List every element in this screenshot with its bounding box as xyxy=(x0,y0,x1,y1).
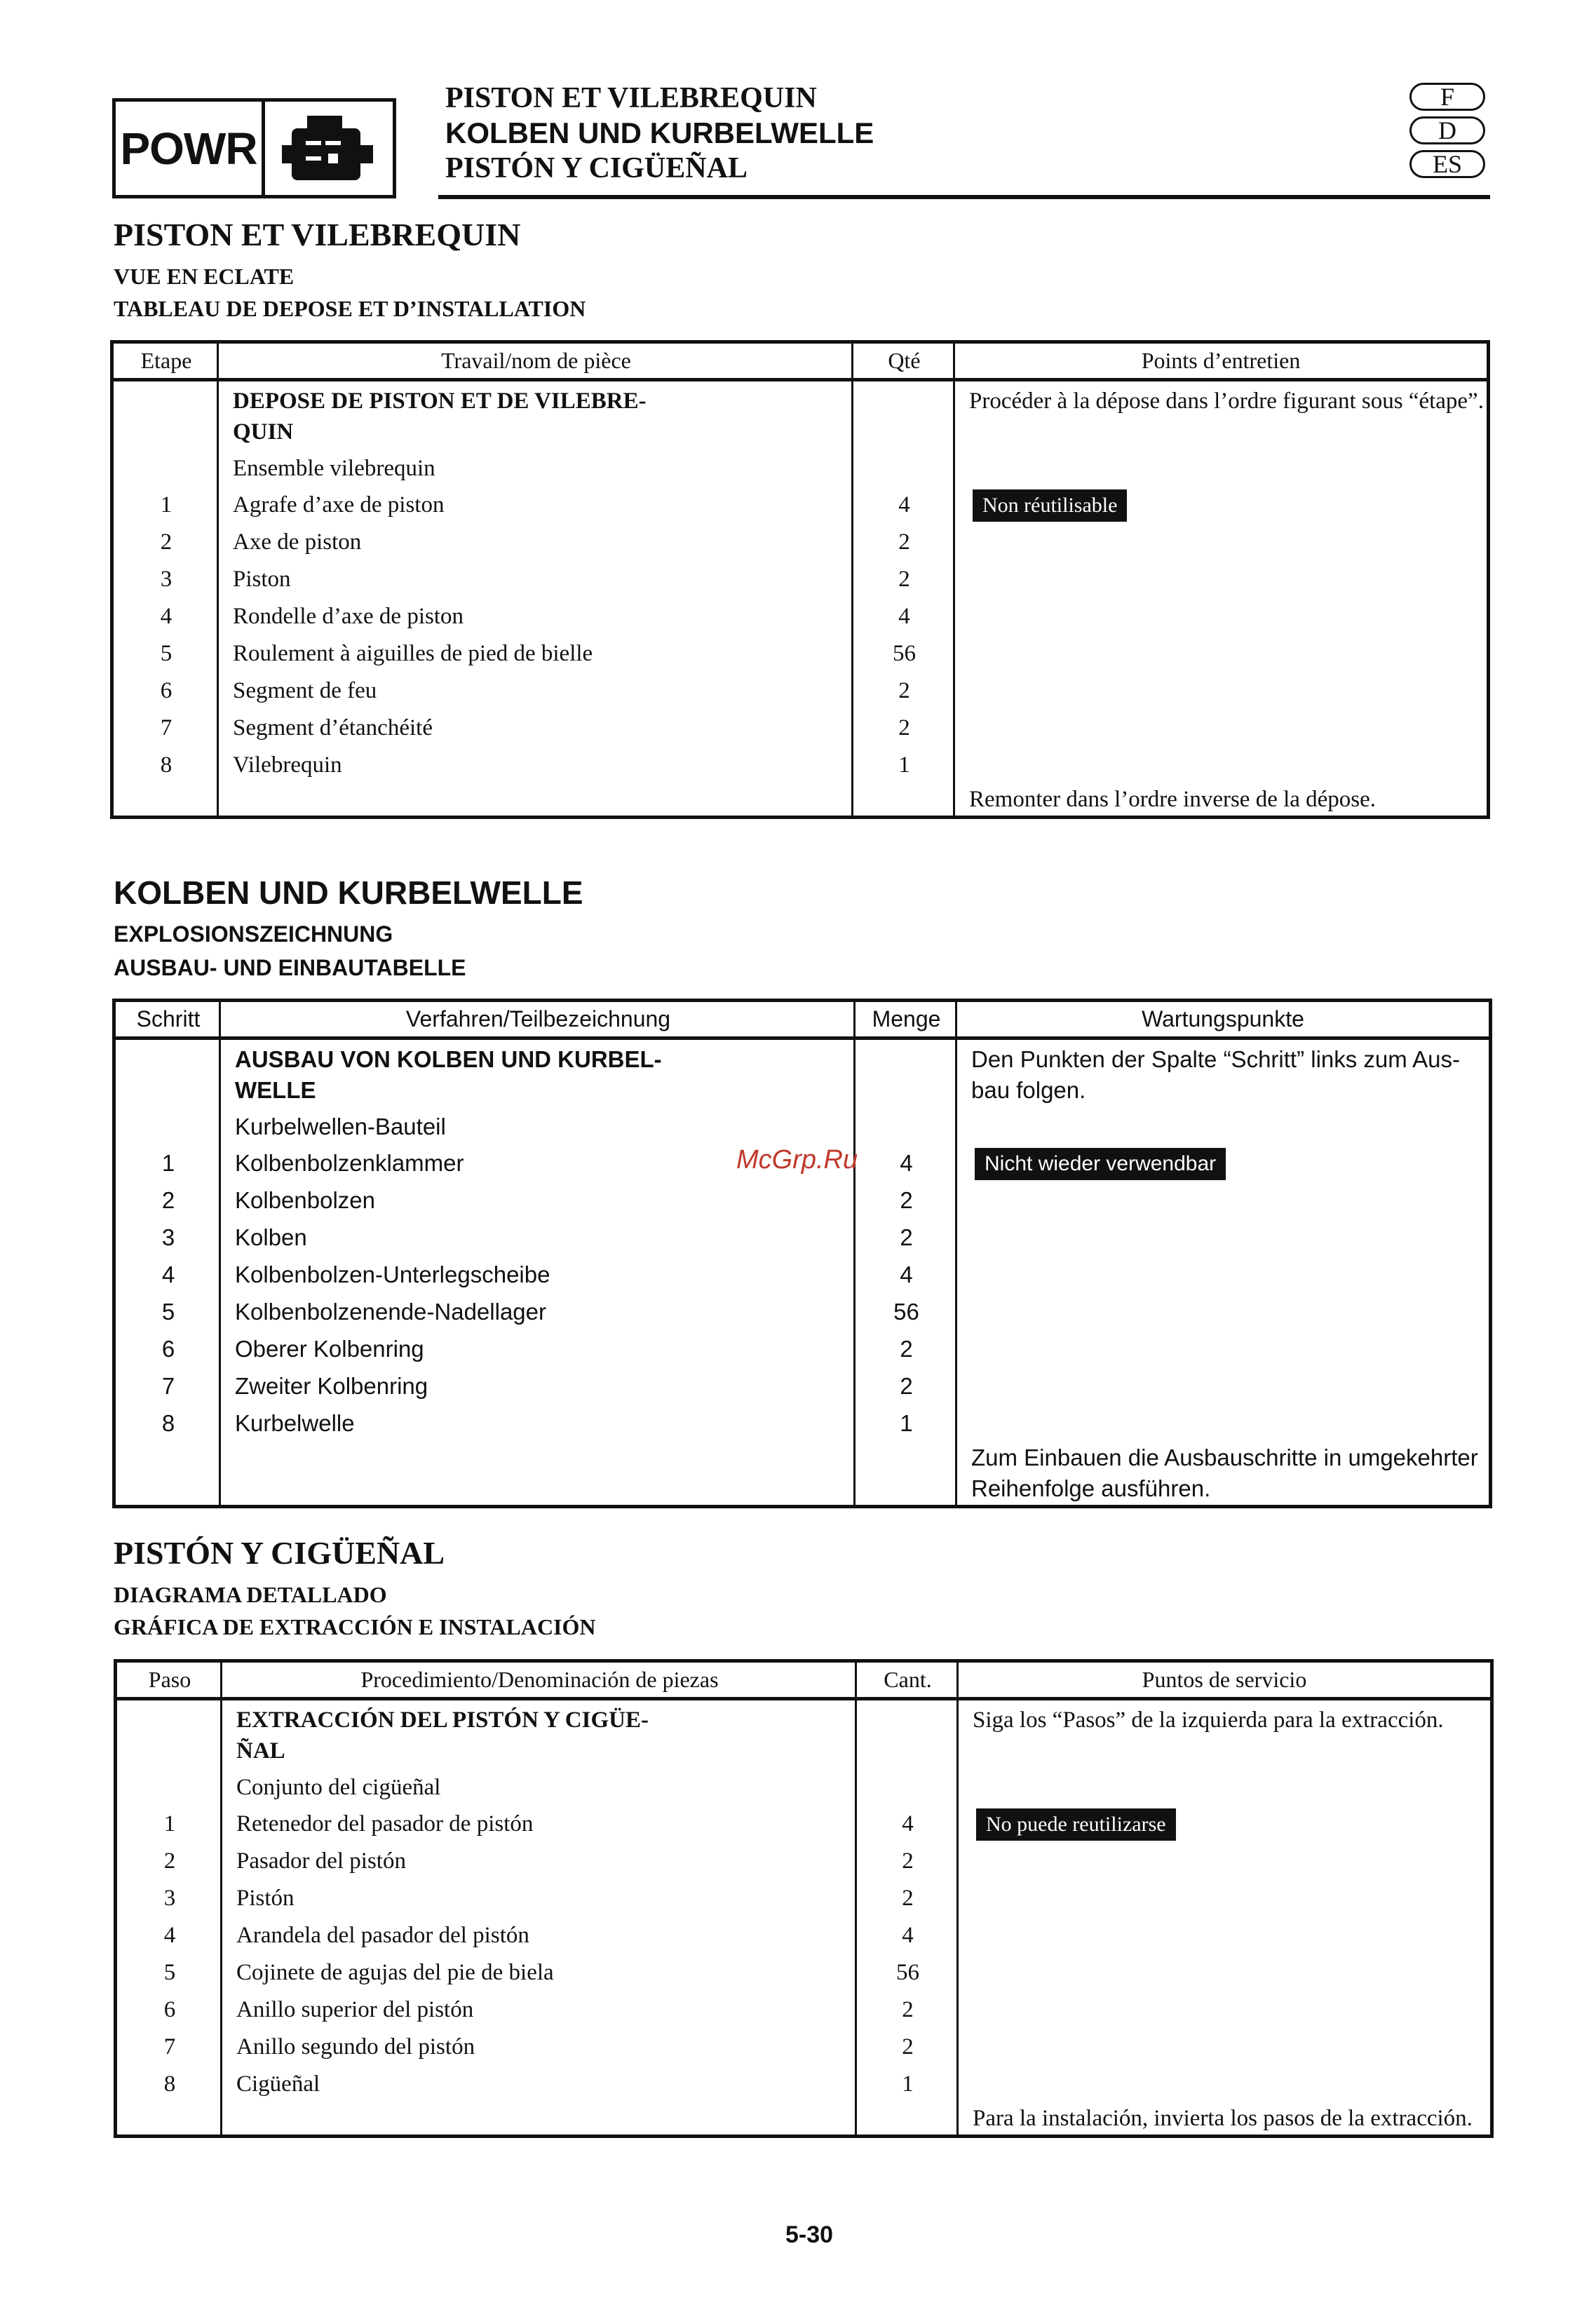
header-title-fr: PISTON ET VILEBREQUIN xyxy=(445,82,817,114)
intro-note: bau folgen. xyxy=(971,1077,1086,1103)
section-subtitle-de-1: EXPLOSIONSZEICHNUNG xyxy=(114,921,393,947)
col-header-part: Procedimiento/Denominación de piezas xyxy=(222,1663,857,1700)
step-number: 6 xyxy=(160,678,173,703)
assembly-name: Conjunto del cigüeñal xyxy=(236,1775,441,1800)
part-name: Kurbelwelle xyxy=(235,1410,355,1436)
section-subtitle-es-2: GRÁFICA DE EXTRACCIÓN E INSTALACIÓN xyxy=(114,1614,596,1639)
col-header-step: Paso xyxy=(117,1663,222,1700)
section-subtitle-es-1: DIAGRAMA DETALLADO xyxy=(114,1582,387,1607)
step-number: 2 xyxy=(160,529,173,555)
section-title-fr: PISTON ET VILEBREQUIN xyxy=(114,217,521,252)
page-number: 5-30 xyxy=(785,2221,834,2248)
footer-note: Zum Einbauen die Ausbauschritte in umgekehrter xyxy=(971,1445,1478,1470)
col-header-qty: Qté xyxy=(853,344,955,381)
step-number: 3 xyxy=(160,567,173,592)
part-qty: 4 xyxy=(900,1150,913,1176)
section-logo xyxy=(112,98,396,198)
part-name: Oberer Kolbenring xyxy=(235,1336,424,1362)
col-header-part: Verfahren/Teilbezeichnung xyxy=(221,1002,856,1040)
procedure-table-fr xyxy=(110,340,1490,819)
section-subtitle-de-2: AUSBAU- UND EINBAUTABELLE xyxy=(114,955,466,980)
assembly-name: Kurbelwellen-Bauteil xyxy=(235,1114,446,1139)
part-name: Cojinete de agujas del pie de biela xyxy=(236,1960,554,1985)
procedure-heading: EXTRACCIÓN DEL PISTÓN Y CIGÜE- xyxy=(236,1707,649,1733)
step-number: 7 xyxy=(163,2034,176,2059)
step-number: 3 xyxy=(161,1224,175,1250)
step-number: 3 xyxy=(163,1886,176,1911)
part-name: Rondelle d’axe de piston xyxy=(233,604,464,629)
logo-text: POWR xyxy=(116,102,265,195)
part-name: Kolbenbolzenende-Nadellager xyxy=(235,1299,547,1325)
procedure-table-de xyxy=(112,999,1492,1508)
part-qty: 1 xyxy=(900,1410,913,1436)
part-name: Retenedor del pasador de pistón xyxy=(236,1811,534,1836)
header-title-de: KOLBEN UND KURBELWELLE xyxy=(445,116,874,149)
col-header-service-points: Wartungspunkte xyxy=(957,1002,1489,1040)
part-qty: 1 xyxy=(898,752,910,778)
watermark: McGrp.Ru xyxy=(736,1145,858,1175)
section-subtitle-fr-2: TABLEAU DE DEPOSE ET D’INSTALLATION xyxy=(114,296,586,321)
col-header-step: Etape xyxy=(114,344,219,381)
col-header-qty: Cant. xyxy=(857,1663,959,1700)
step-number: 4 xyxy=(163,1923,176,1948)
part-qty: 56 xyxy=(893,641,916,666)
col-header-service-points: Puntos de servicio xyxy=(959,1663,1490,1700)
part-qty: 2 xyxy=(900,1187,913,1213)
part-qty: 56 xyxy=(896,1960,919,1985)
step-number: 2 xyxy=(163,1848,176,1874)
part-qty: 2 xyxy=(902,1997,914,2022)
procedure-heading: ÑAL xyxy=(236,1738,285,1764)
step-number: 7 xyxy=(160,715,173,740)
step-number: 7 xyxy=(161,1373,175,1399)
step-number: 5 xyxy=(160,641,173,666)
part-qty: 4 xyxy=(902,1923,914,1948)
part-name: Piston xyxy=(233,567,291,592)
procedure-heading: QUIN xyxy=(233,419,294,445)
procedure-table-es xyxy=(114,1659,1494,2138)
part-qty: 2 xyxy=(902,2034,914,2059)
step-number: 1 xyxy=(161,1150,175,1176)
part-qty: 2 xyxy=(898,678,910,703)
engine-icon xyxy=(265,102,393,195)
step-number: 8 xyxy=(160,752,173,778)
footer-note: Para la instalación, invierta los pasos de la extracción. xyxy=(973,2106,1473,2131)
part-name: Agrafe d’axe de piston xyxy=(233,492,445,518)
step-number: 5 xyxy=(161,1299,175,1325)
section-title-es: PISTÓN Y CIGÜEÑAL xyxy=(114,1535,445,1571)
part-qty: 2 xyxy=(900,1336,913,1362)
footer-note: Remonter dans l’ordre inverse de la dépose. xyxy=(969,787,1377,812)
col-header-service-points: Points d’entretien xyxy=(955,344,1487,381)
non-reusable-badge: Nicht wieder verwendbar xyxy=(975,1148,1226,1180)
intro-note: Siga los “Pasos” de la izquierda para la extracción. xyxy=(973,1707,1444,1733)
step-number: 4 xyxy=(160,604,173,629)
part-name: Cigüeñal xyxy=(236,2071,320,2097)
non-reusable-badge: Non réutilisable xyxy=(973,489,1127,522)
part-name: Roulement à aiguilles de pied de bielle xyxy=(233,641,593,666)
part-name: Kolben xyxy=(235,1224,307,1250)
section-title-de: KOLBEN UND KURBELWELLE xyxy=(114,874,583,911)
intro-note: Den Punkten der Spalte “Schritt” links zum Aus- xyxy=(971,1046,1460,1072)
part-qty: 2 xyxy=(898,567,910,592)
step-number: 6 xyxy=(161,1336,175,1362)
procedure-heading: DEPOSE DE PISTON ET DE VILEBRE- xyxy=(233,388,647,414)
part-qty: 56 xyxy=(893,1299,919,1325)
part-name: Kolbenbolzen-Unterlegscheibe xyxy=(235,1261,550,1287)
part-name: Pistón xyxy=(236,1886,295,1911)
part-qty: 4 xyxy=(898,604,910,629)
part-qty: 1 xyxy=(902,2071,914,2097)
part-qty: 2 xyxy=(900,1373,913,1399)
procedure-heading: WELLE xyxy=(235,1077,316,1103)
procedure-heading: AUSBAU VON KOLBEN UND KURBEL- xyxy=(235,1046,662,1072)
step-number: 8 xyxy=(161,1410,175,1436)
step-number: 1 xyxy=(163,1811,176,1836)
language-badge-f: F xyxy=(1409,83,1485,111)
part-name: Arandela del pasador del pistón xyxy=(236,1923,529,1948)
col-header-part: Travail/nom de pièce xyxy=(219,344,853,381)
step-number: 8 xyxy=(163,2071,176,2097)
part-qty: 2 xyxy=(902,1848,914,1874)
part-qty: 2 xyxy=(898,529,910,555)
part-name: Zweiter Kolbenring xyxy=(235,1373,428,1399)
part-qty: 2 xyxy=(898,715,910,740)
part-name: Segment d’étanchéité xyxy=(233,715,433,740)
part-name: Kolbenbolzen xyxy=(235,1187,375,1213)
part-name: Kolbenbolzenklammer xyxy=(235,1150,464,1176)
non-reusable-badge: No puede reutilizarse xyxy=(976,1808,1176,1841)
col-header-qty: Menge xyxy=(856,1002,957,1040)
part-qty: 2 xyxy=(902,1886,914,1911)
header-rule xyxy=(438,195,1490,199)
col-header-step: Schritt xyxy=(116,1002,221,1040)
part-qty: 4 xyxy=(900,1261,913,1287)
part-name: Anillo segundo del pistón xyxy=(236,2034,475,2059)
step-number: 5 xyxy=(163,1960,176,1985)
intro-note: Procéder à la dépose dans l’ordre figurant sous “étape”. xyxy=(969,388,1484,414)
section-subtitle-fr-1: VUE EN ECLATE xyxy=(114,264,295,289)
part-name: Pasador del pistón xyxy=(236,1848,406,1874)
part-name: Anillo superior del pistón xyxy=(236,1997,474,2022)
part-name: Vilebrequin xyxy=(233,752,342,778)
part-qty: 4 xyxy=(902,1811,914,1836)
step-number: 6 xyxy=(163,1997,176,2022)
footer-note: Reihenfolge ausführen. xyxy=(971,1475,1211,1501)
header-title-es: PISTÓN Y CIGÜEÑAL xyxy=(445,152,748,184)
part-qty: 4 xyxy=(898,492,910,518)
part-name: Axe de piston xyxy=(233,529,362,555)
language-badge-es: ES xyxy=(1409,150,1485,178)
assembly-name: Ensemble vilebrequin xyxy=(233,456,435,481)
language-badge-d: D xyxy=(1409,116,1485,144)
step-number: 4 xyxy=(161,1261,175,1287)
step-number: 2 xyxy=(161,1187,175,1213)
step-number: 1 xyxy=(160,492,173,518)
part-qty: 2 xyxy=(900,1224,913,1250)
part-name: Segment de feu xyxy=(233,678,377,703)
